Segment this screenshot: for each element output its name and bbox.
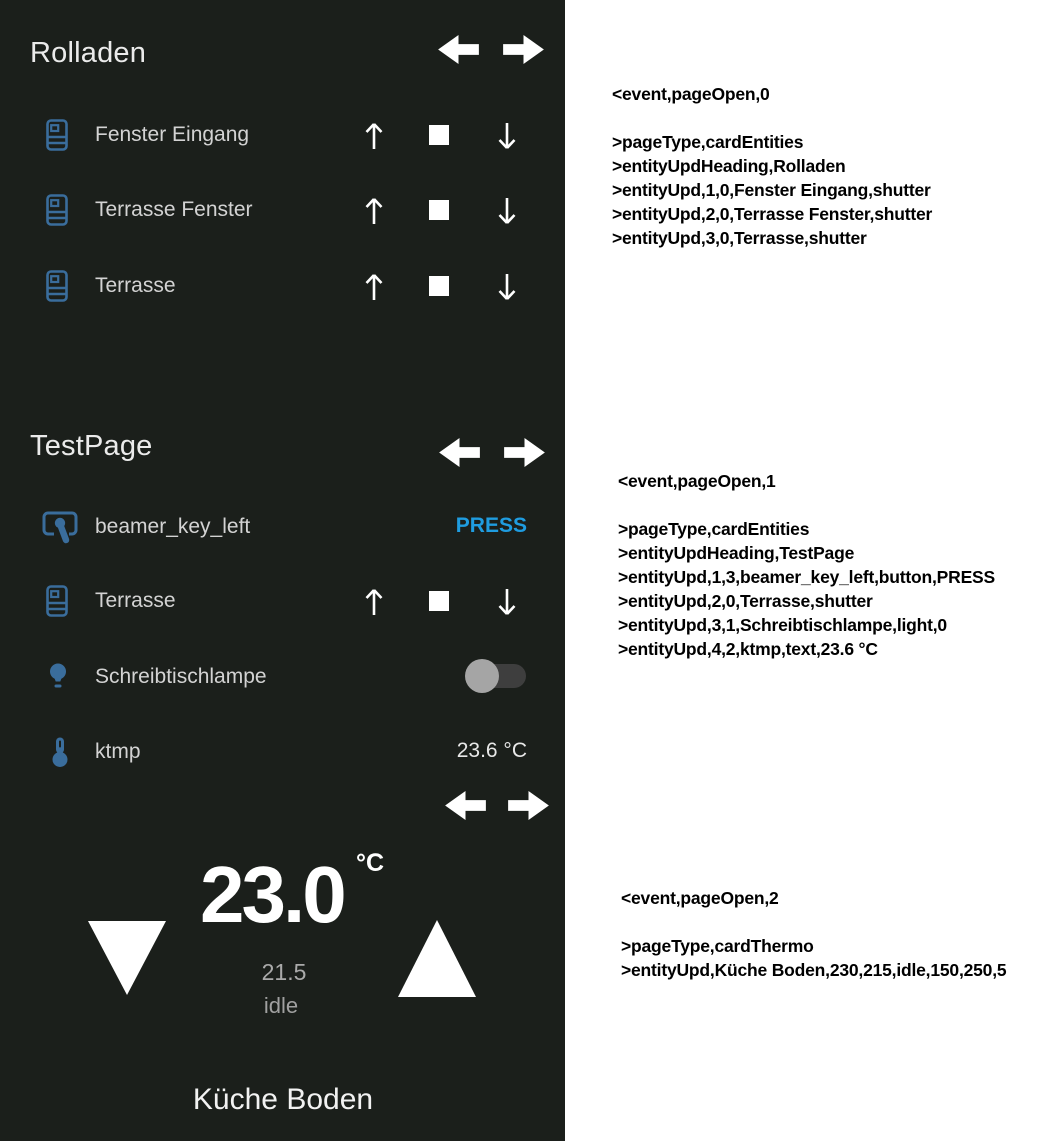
log-block-page2 bbox=[621, 886, 1006, 982]
entity-label: Terrasse bbox=[95, 274, 176, 297]
log-line: >entityUpdHeading,Rolladen bbox=[612, 156, 846, 176]
page-title-testpage: TestPage bbox=[30, 430, 153, 462]
log-lines bbox=[621, 934, 1006, 982]
shutter-stop-button[interactable] bbox=[429, 276, 449, 296]
shutter-up-button[interactable] bbox=[363, 270, 385, 304]
nav-prev-icon[interactable] bbox=[438, 33, 479, 66]
log-line: >entityUpd,1,0,Fenster Eingang,shutter bbox=[612, 180, 931, 200]
log-event-line: <event,pageOpen,0 bbox=[612, 84, 770, 104]
setpoint-temperature: 21.5 bbox=[261, 959, 307, 985]
log-line: >entityUpd,4,2,ktmp,text,23.6 °C bbox=[618, 639, 878, 659]
lightbulb-icon bbox=[47, 662, 69, 695]
shutter-icon bbox=[46, 119, 68, 156]
log-line: >entityUpd,1,3,beamer_key_left,button,PRESS bbox=[618, 567, 995, 587]
light-toggle-switch[interactable] bbox=[468, 664, 526, 688]
shutter-down-button[interactable] bbox=[496, 585, 518, 619]
nav-prev-icon[interactable] bbox=[445, 789, 486, 822]
shutter-down-button[interactable] bbox=[496, 194, 518, 228]
entity-label: beamer_key_left bbox=[95, 515, 251, 538]
log-line: >entityUpdHeading,TestPage bbox=[618, 543, 855, 563]
current-temperature: 23.0 bbox=[200, 850, 344, 939]
nav-next-icon[interactable] bbox=[504, 436, 545, 469]
gesture-tap-button-icon bbox=[42, 508, 78, 551]
log-line: >pageType,cardEntities bbox=[612, 132, 804, 152]
shutter-icon bbox=[46, 270, 68, 307]
log-event-line: <event,pageOpen,2 bbox=[621, 888, 779, 908]
thermostat-name: Küche Boden bbox=[192, 1083, 374, 1116]
press-button[interactable]: PRESS bbox=[455, 514, 527, 537]
shutter-icon bbox=[46, 194, 68, 231]
entity-label: Schreibtischlampe bbox=[95, 665, 267, 688]
shutter-down-button[interactable] bbox=[496, 270, 518, 304]
log-line: >pageType,cardEntities bbox=[618, 519, 810, 539]
log-line: >entityUpd,2,0,Terrasse Fenster,shutter bbox=[612, 204, 933, 224]
log-lines bbox=[612, 130, 932, 250]
log-line: >pageType,cardThermo bbox=[621, 936, 814, 956]
thermometer-icon bbox=[50, 736, 70, 773]
log-event-line: <event,pageOpen,1 bbox=[618, 471, 776, 491]
nav-next-icon[interactable] bbox=[503, 33, 544, 66]
temperature-unit: °C bbox=[356, 849, 385, 877]
log-block-page0 bbox=[612, 82, 932, 250]
log-line: >entityUpd,3,0,Terrasse,shutter bbox=[612, 228, 867, 248]
setpoint-up-button[interactable] bbox=[398, 920, 476, 1002]
shutter-up-button[interactable] bbox=[363, 194, 385, 228]
log-lines bbox=[618, 517, 995, 661]
entity-label: Terrasse Fenster bbox=[95, 198, 253, 221]
shutter-stop-button[interactable] bbox=[429, 125, 449, 145]
log-line: >entityUpd,2,0,Terrasse,shutter bbox=[618, 591, 873, 611]
shutter-up-button[interactable] bbox=[363, 119, 385, 153]
shutter-up-button[interactable] bbox=[363, 585, 385, 619]
nav-prev-icon[interactable] bbox=[439, 436, 480, 469]
log-line: >entityUpd,3,1,Schreibtischlampe,light,0 bbox=[618, 615, 947, 635]
entity-label: Fenster Eingang bbox=[95, 123, 250, 146]
hvac-state: idle bbox=[263, 993, 299, 1018]
page-title-rolladen: Rolladen bbox=[30, 37, 147, 69]
toggle-knob bbox=[465, 659, 499, 693]
setpoint-down-button[interactable] bbox=[88, 921, 166, 1000]
shutter-down-button[interactable] bbox=[496, 119, 518, 153]
sensor-value: 23.6 °C bbox=[456, 739, 527, 762]
entity-label: ktmp bbox=[95, 740, 141, 763]
shutter-stop-button[interactable] bbox=[429, 200, 449, 220]
shutter-stop-button[interactable] bbox=[429, 591, 449, 611]
nav-next-icon[interactable] bbox=[508, 789, 549, 822]
log-line: >entityUpd,Küche Boden,230,215,idle,150,250,5 bbox=[621, 960, 1007, 980]
log-block-page1 bbox=[618, 469, 995, 661]
shutter-icon bbox=[46, 585, 68, 622]
entity-label: Terrasse bbox=[95, 589, 176, 612]
